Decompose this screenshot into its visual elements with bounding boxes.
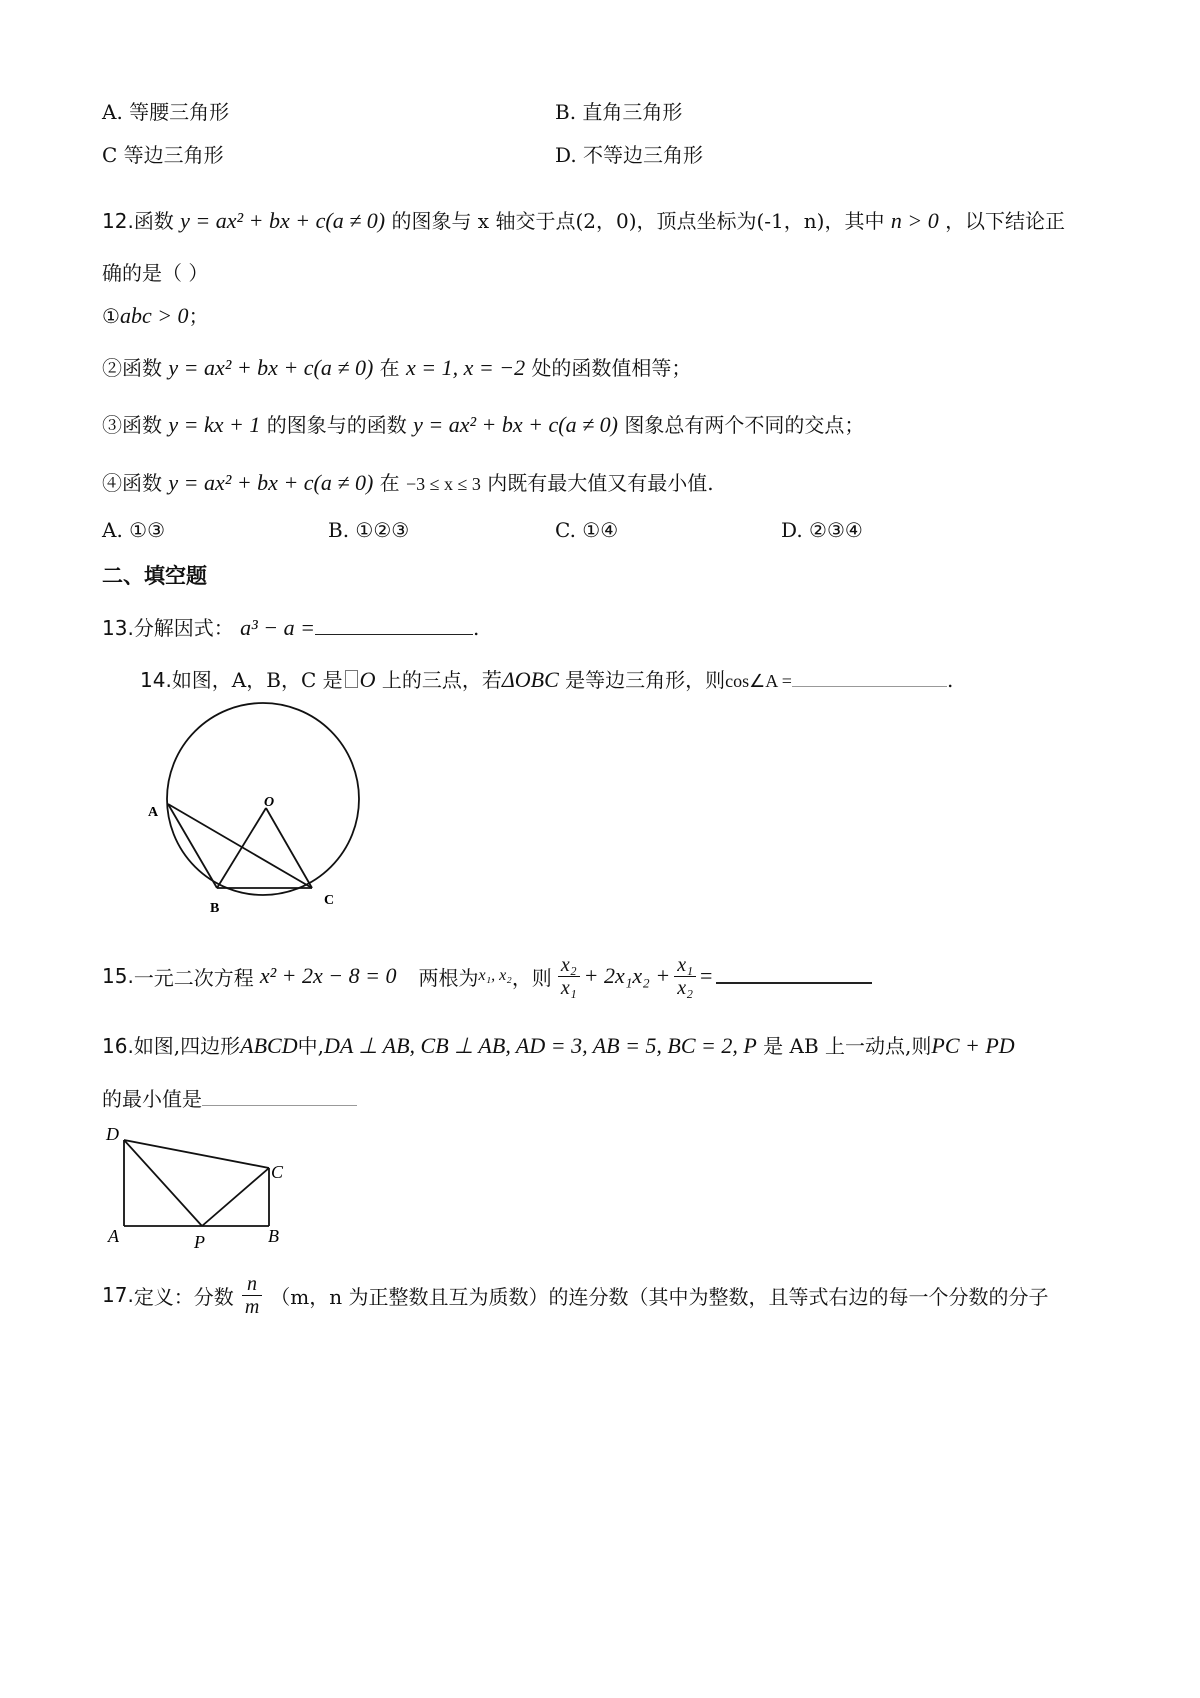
q15-text-3: ，则 [511,965,552,990]
q15-frac2-den: x₂ [677,976,694,999]
label-b: B [268,1226,279,1246]
label-b: B [210,901,220,916]
q13-text: 分解因式： [133,616,234,640]
q17-text-2: （m，n 为正整数且互为质数）的连分数（其中为整数，且等式右边的每一个分数的分子 [270,1284,1049,1309]
q12-s4-function: y = ax² + bx + c(a ≠ 0) [168,470,374,495]
q16-text-2: 中, [297,1034,324,1058]
q15-roots: x₁, x₂ [478,967,512,984]
q15-text-2: 两根为 [418,965,479,990]
q11-option-b: B. 直角三角形 [555,100,683,124]
q14-end: . [946,668,954,692]
label-d: D [106,1124,119,1144]
q13-end: . [472,616,480,640]
q12-option-b: B. ①②③ [328,518,410,542]
q15-equation: x² + 2x − 8 = 0 [259,963,397,988]
q16-quadrilateral-figure [100,1120,320,1250]
q16-conditions: DA ⊥ AB, CB ⊥ AB, AD = 3, AB = 5, BC = 2, P [323,1033,757,1058]
circle-symbol-placeholder [345,670,358,688]
q16-line1 [102,1030,1015,1059]
q12-s2-mid: 在 [379,356,400,380]
label-c: C [324,893,335,908]
q12-s1-math: abc > 0 [119,303,189,328]
q12-s1-mark: ① [102,304,120,328]
q17-number: 17. [102,1283,134,1307]
q12-s2-pre: ②函数 [102,356,162,380]
q16-answer-blank[interactable] [202,1105,357,1106]
q14-text-3: 是等边三角形，则 [565,668,726,692]
q14-cos: cos∠A = [725,671,792,691]
label-a: A [108,1226,119,1246]
q13-expression: a³ − a = [240,615,315,640]
q14-number: 14. [140,668,172,692]
q12-option-a: A. ①③ [102,518,166,542]
q12-stem-1: 函数 [133,209,174,233]
q17-fraction [242,1273,262,1318]
q12-s3-mid: 的图象与的函数 [266,413,407,437]
q12-stem-2: 的图象与 x 轴交于点(2，0)，顶点坐标为(-1，n)，其中 [391,209,885,233]
q14-triangle: ΔOBC [501,667,559,692]
q17-frac-den: m [244,1295,260,1318]
q15-frac1-num: x₂ [558,954,580,977]
q16-number: 16. [102,1034,134,1058]
q12-s3-pre: ③函数 [102,413,162,437]
q11-option-d: D. 不等边三角形 [555,143,704,167]
q14-answer-blank[interactable] [792,686,947,687]
segment-ab [168,804,217,888]
q12-number: 12. [102,209,134,233]
q15-fraction-1 [558,954,580,999]
q15-equals: = [700,963,713,988]
q12-stem-line2: 确的是（ ） [102,261,209,285]
q12-statement-1 [102,300,209,329]
q12-option-c: C. ①④ [555,518,619,542]
segment-pc [202,1168,269,1226]
q15-text-1: 一元二次方程 [133,965,254,990]
q11-option-c: C 等边三角形 [102,143,224,167]
q16-text-4: 的最小值是 [102,1087,202,1111]
q15 [102,948,872,1004]
q15-number: 15. [102,964,134,988]
segment-ac [168,804,312,888]
q17-frac-num: n [242,1273,262,1296]
q12-s2-function: y = ax² + bx + c(a ≠ 0) [168,355,374,380]
q15-frac1-den: x₁ [560,976,577,999]
label-p: P [194,1232,205,1250]
q15-middle: + 2x₁x₂ + [583,963,671,988]
q12-s4-end: 内既有最大值又有最小值. [487,471,714,495]
q12-s2-end: 处的函数值相等； [531,356,692,380]
q12-s4-range: −3 ≤ x ≤ 3 [406,474,481,494]
section-title-fill-in: 二、填空题 [102,563,207,588]
q14 [140,664,953,693]
q13-answer-blank[interactable] [315,634,473,635]
q12-s4-pre: ④函数 [102,471,162,495]
q12-s3-function: y = ax² + bx + c(a ≠ 0) [413,412,618,437]
label-a: A [148,805,159,820]
q15-frac2-num: x₁ [674,954,696,977]
q13-number: 13. [102,616,134,640]
segment-ob [217,808,266,888]
q16-quad: ABCD [240,1033,298,1058]
q12-s2-xvals: x = 1, x = −2 [406,355,526,380]
q12-option-d: D. ②③④ [781,518,863,542]
label-o: O [264,795,275,810]
q14-circle-figure [140,700,370,920]
q12-s3-end: 图象总有两个不同的交点； [624,413,865,437]
q12-stem-line1 [102,205,1065,234]
q16-text-1: 如图,四边形 [133,1034,241,1058]
q12-function: y = ax² + bx + c(a ≠ 0) [180,208,386,233]
q14-text-1: 如图，A，B，C 是 [171,668,343,692]
q12-s1-end: ； [188,304,209,328]
q17-text-1: 定义：分数 [133,1284,234,1309]
label-c: C [271,1162,284,1182]
q17 [102,1265,1048,1325]
q14-text-2: 上的三点，若 [381,668,502,692]
q16-line2 [102,1083,357,1112]
q12-stem-3: ，以下结论正 [945,209,1066,233]
q12-statement-4 [102,467,714,496]
q12-statement-2 [102,352,691,381]
q15-fraction-2 [674,954,696,999]
q11-option-a: A. 等腰三角形 [102,100,230,124]
q14-circle-o: O [359,667,376,692]
q12-condition: n > 0 [890,208,939,233]
q13 [102,612,479,641]
circle-o [167,703,359,895]
q16-target: PC + PD [931,1033,1015,1058]
q12-statement-3 [102,409,864,438]
q12-s3-line: y = kx + 1 [168,412,261,437]
q16-text-3: 是 AB 上一动点,则 [763,1034,932,1058]
q12-s4-mid: 在 [379,471,400,495]
q15-answer-blank[interactable] [716,982,872,984]
segment-oc [266,808,312,888]
